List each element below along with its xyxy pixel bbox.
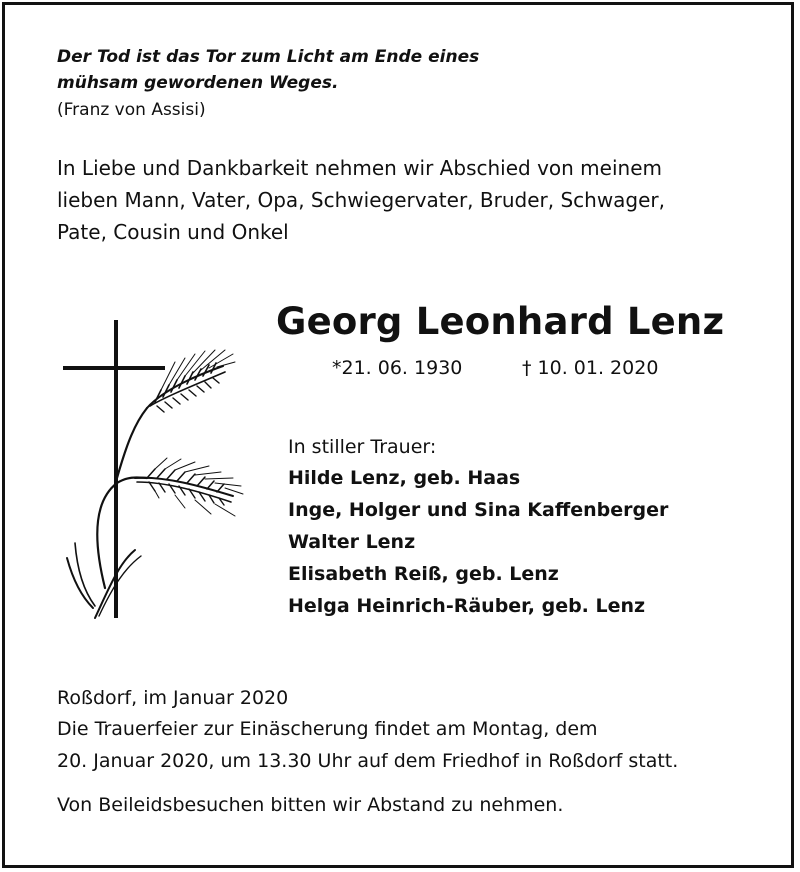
intro-line: Pate, Cousin und Onkel [57, 220, 289, 244]
mourner-name: Elisabeth Reiß, geb. Lenz [288, 563, 559, 585]
death-date: † 10. 01. 2020 [522, 357, 659, 379]
mourner-name: Helga Heinrich-Räuber, geb. Lenz [288, 595, 646, 617]
intro-text [57, 152, 665, 248]
mourner-name: Walter Lenz [288, 531, 416, 553]
mourning-label: In stiller Trauer: [288, 436, 437, 458]
place-date: Roßdorf, im Januar 2020 [57, 687, 289, 709]
birth-date: *21. 06. 1930 [332, 357, 463, 379]
ceremony-info [57, 713, 678, 777]
ceremony-line: 20. Januar 2020, um 13.30 Uhr auf dem Friedhof in Roßdorf statt. [57, 750, 679, 772]
deceased-name: Georg Leonhard Lenz [276, 300, 725, 343]
quote-line: mühsam gewordenen Weges. [57, 73, 339, 93]
quote [57, 44, 479, 96]
mourner-name: Hilde Lenz, geb. Haas [288, 467, 521, 489]
condolence-note: Von Beileidsbesuchen bitten wir Abstand zu nehmen. [57, 794, 564, 816]
mourners-list [288, 462, 668, 622]
quote-line: Der Tod ist das Tor zum Licht am Ende eines [57, 47, 480, 67]
intro-line: In Liebe und Dankbarkeit nehmen wir Abschied von meinem [57, 156, 662, 180]
intro-line: lieben Mann, Vater, Opa, Schwiegervater, Bruder, Schwager, [57, 188, 666, 212]
quote-author: (Franz von Assisi) [57, 100, 206, 120]
cross-with-wheat-icon [55, 318, 245, 620]
ceremony-line: Die Trauerfeier zur Einäscherung findet am Montag, dem [57, 718, 598, 740]
mourner-name: Inge, Holger und Sina Kaffenberger [288, 499, 669, 521]
